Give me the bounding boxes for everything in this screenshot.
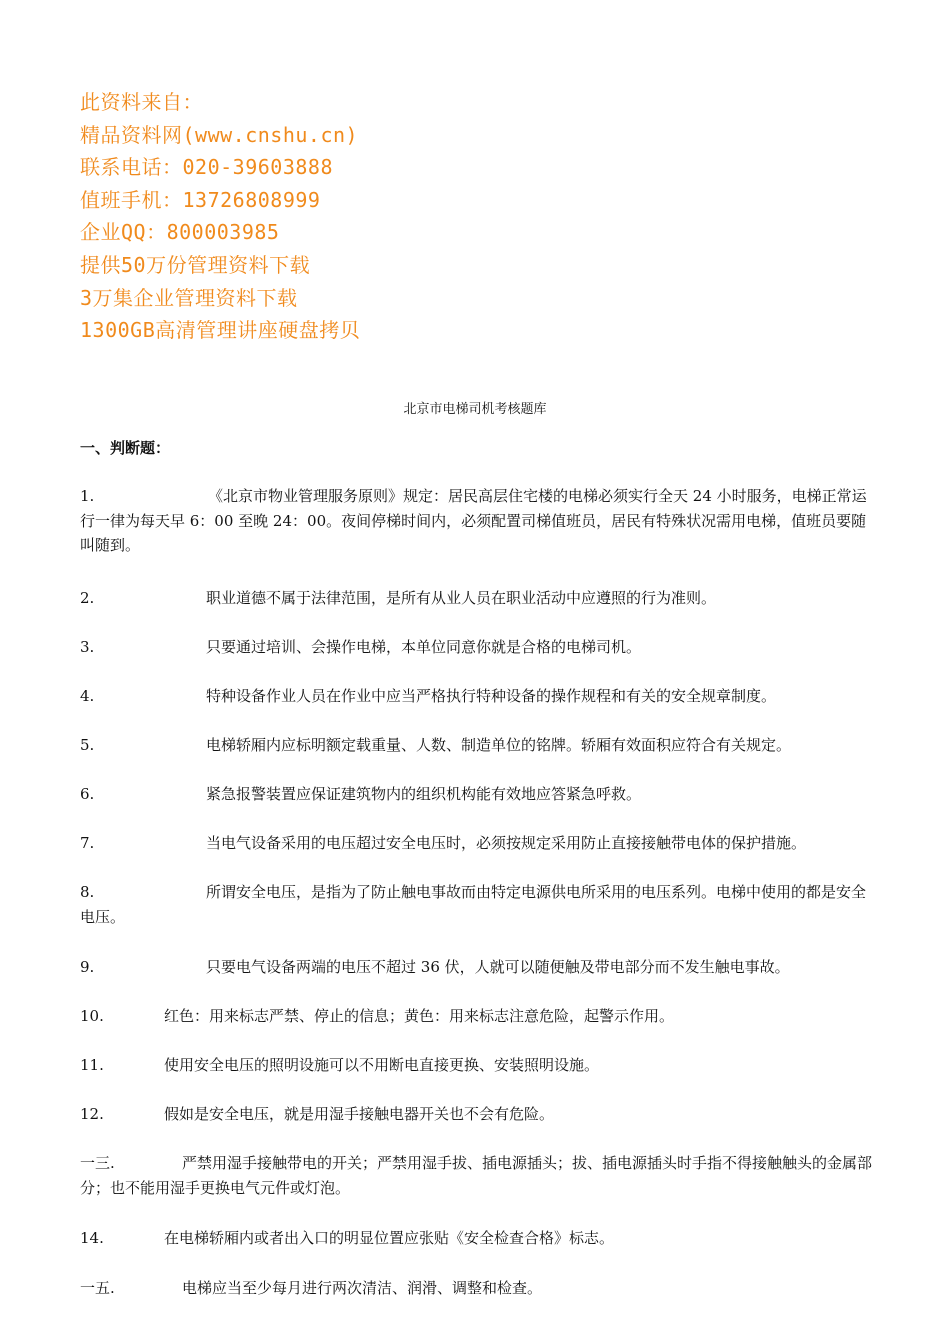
question-item bbox=[80, 1004, 872, 1029]
ad-line: 3万集企业管理资料下载 bbox=[80, 285, 298, 310]
question-item bbox=[80, 684, 872, 709]
question-text: 当电气设备采用的电压超过安全电压时，必须按规定采用防止直接接触带电体的保护措施。 bbox=[206, 834, 807, 852]
question-number: 9. bbox=[80, 958, 95, 976]
question-text: 职业道德不属于法律范围，是所有从业人员在职业活动中应遵照的行为准则。 bbox=[206, 589, 717, 607]
question-number: 8. bbox=[80, 883, 95, 901]
question-item bbox=[80, 1151, 872, 1200]
document-title: 北京市电梯司机考核题库 bbox=[403, 402, 547, 417]
ad-line: 值班手机：13726808999 bbox=[80, 187, 321, 212]
question-number: 一三. bbox=[80, 1154, 115, 1172]
question-item bbox=[80, 586, 872, 611]
question-number: 4. bbox=[80, 687, 95, 705]
question-number: 7. bbox=[80, 834, 95, 852]
question-number: 2. bbox=[80, 589, 95, 607]
question-item bbox=[80, 484, 872, 558]
question-item bbox=[80, 880, 872, 929]
ad-line: 企业QQ：800003985 bbox=[80, 220, 280, 245]
question-text: 使用安全电压的照明设施可以不用断电直接更换、安装照明设施。 bbox=[164, 1056, 600, 1074]
question-item bbox=[80, 1226, 872, 1251]
question-text: 紧急报警装置应保证建筑物内的组织机构能有效地应答紧急呼救。 bbox=[206, 785, 642, 803]
question-number: 6. bbox=[80, 785, 95, 803]
question-number: 10. bbox=[80, 1007, 104, 1025]
ad-line: 联系电话：020-39603888 bbox=[80, 155, 333, 180]
ad-line: 此资料来自： bbox=[80, 90, 203, 114]
question-number: 5. bbox=[80, 736, 95, 754]
question-item bbox=[80, 733, 872, 758]
question-text: 只要电气设备两端的电压不超过 36 伏，人就可以随便触及带电部分而不发生触电事故。 bbox=[206, 958, 790, 976]
question-item bbox=[80, 1053, 872, 1078]
question-text: 电梯应当至少每月进行两次清洁、润滑、调整和检查。 bbox=[182, 1279, 543, 1297]
question-number: 一五. bbox=[80, 1279, 115, 1297]
question-number: 3. bbox=[80, 638, 95, 656]
ad-line: 提供50万份管理资料下载 bbox=[80, 252, 311, 277]
question-item bbox=[80, 955, 872, 980]
question-text: 严禁用湿手接触带电的开关；严禁用湿手拔、插电源插头；拔、插电源插头时手指不得接触触头的金属部分；也不能用湿手更换电气元件或灯泡。 bbox=[80, 1154, 873, 1197]
question-text: 所谓安全电压，是指为了防止触电事故而由特定电源供电所采用的电压系列。电梯中使用的都是安全电压。 bbox=[80, 883, 867, 926]
question-text: 特种设备作业人员在作业中应当严格执行特种设备的操作规程和有关的安全规章制度。 bbox=[206, 687, 777, 705]
ad-line: 1300GB高清管理讲座硬盘拷贝 bbox=[80, 318, 361, 343]
question-item bbox=[80, 782, 872, 807]
question-text: 只要通过培训、会操作电梯，本单位同意你就是合格的电梯司机。 bbox=[206, 638, 642, 656]
question-text: 红色：用来标志严禁、停止的信息；黄色：用来标志注意危险，起警示作用。 bbox=[164, 1007, 675, 1025]
ad-line: 精品资料网(www.cnshu.cn) bbox=[80, 122, 359, 147]
section-heading: 一、判断题： bbox=[80, 439, 171, 457]
source-ad-block bbox=[80, 86, 880, 347]
question-text: 《北京市物业管理服务原则》规定：居民高层住宅楼的电梯必须实行全天 24 小时服务，电梯正常运行一律为每天早 6：00 至晚 24：00。夜间停梯时间内，必须配置司梯值班员，居民有特殊状况需用电梯，值班员要随叫随到。 bbox=[80, 487, 867, 554]
question-item bbox=[80, 1102, 872, 1127]
question-number: 1. bbox=[80, 487, 95, 505]
question-text: 在电梯轿厢内或者出入口的明显位置应张贴《安全检查合格》标志。 bbox=[164, 1229, 615, 1247]
question-number: 11. bbox=[80, 1056, 104, 1074]
question-number: 14. bbox=[80, 1229, 104, 1247]
question-text: 电梯轿厢内应标明额定载重量、人数、制造单位的铭牌。轿厢有效面积应符合有关规定。 bbox=[206, 736, 792, 754]
question-item bbox=[80, 635, 872, 660]
question-item bbox=[80, 1276, 872, 1301]
question-number: 12. bbox=[80, 1105, 104, 1123]
question-item bbox=[80, 831, 872, 856]
question-text: 假如是安全电压，就是用湿手接触电器开关也不会有危险。 bbox=[164, 1105, 555, 1123]
